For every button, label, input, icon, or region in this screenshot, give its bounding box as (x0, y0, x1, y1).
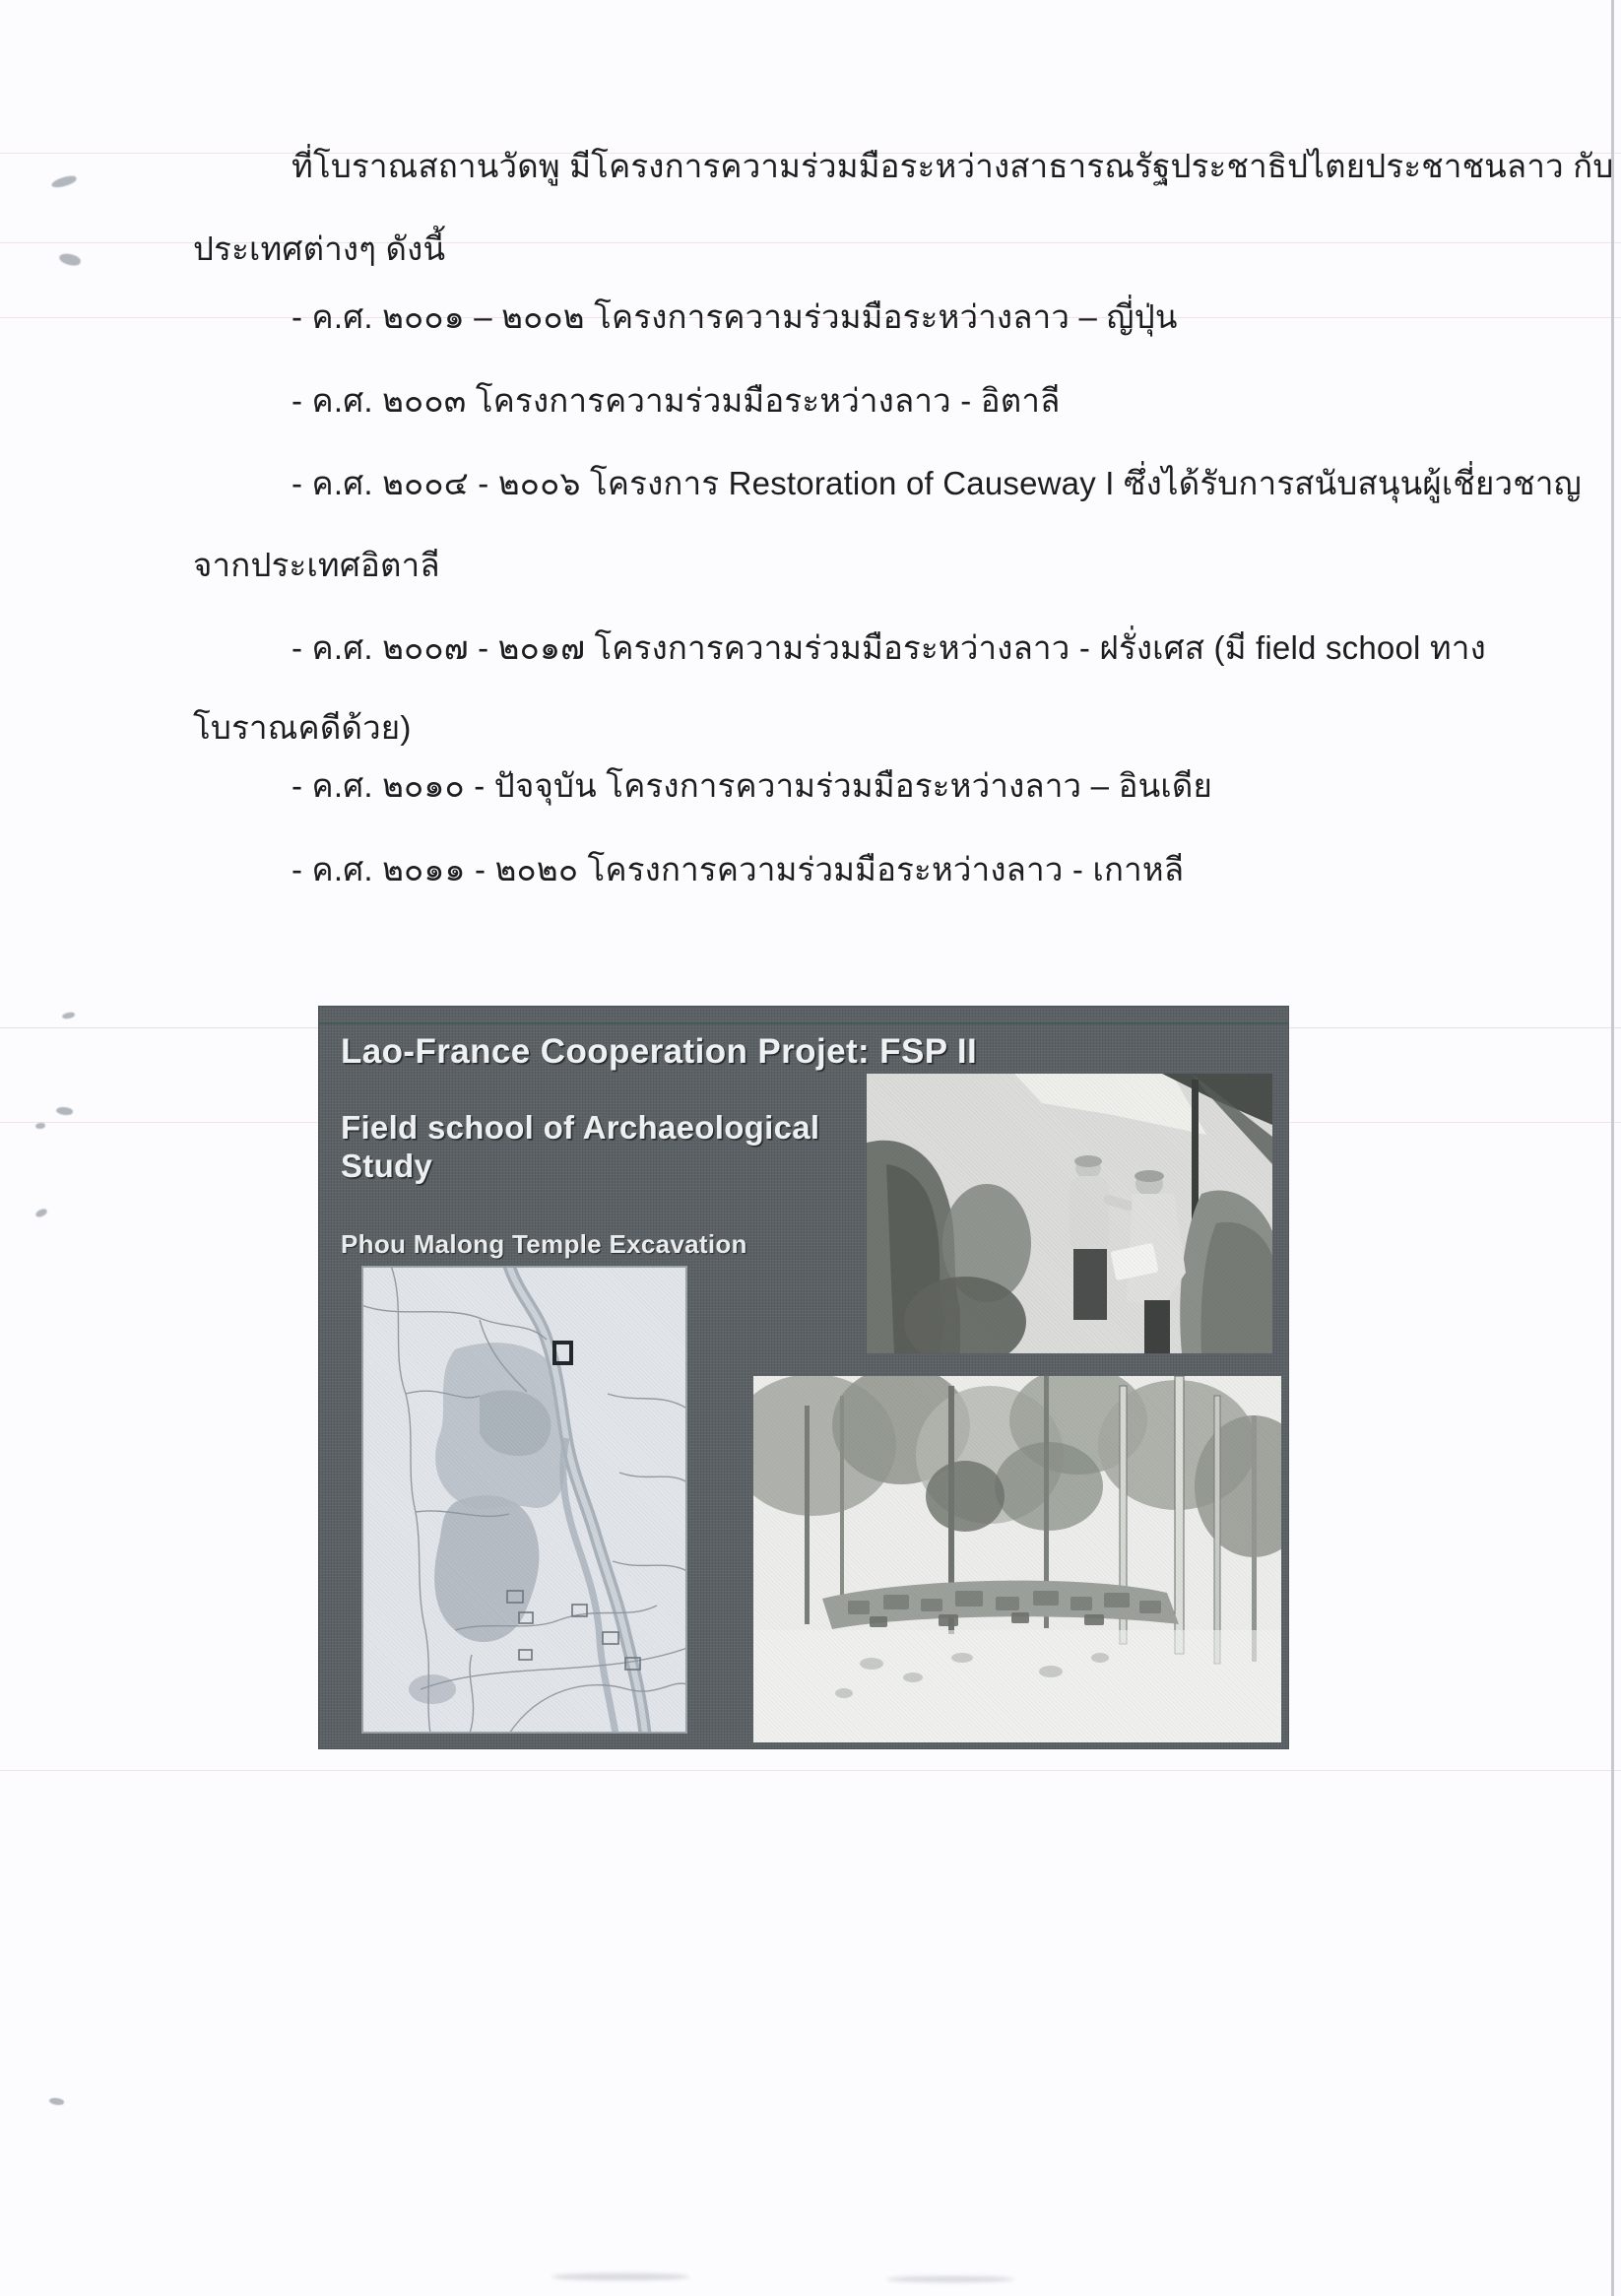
slide-subtitle: Field school of Archaeological Study (341, 1109, 820, 1184)
margin-smudge (55, 1106, 73, 1117)
list-item-japan: - ค.ศ. ๒๐๐๑ – ๒๐๐๒ โครงการความร่วมมือระหว่างลาว – ญี่ปุ่น (292, 298, 1178, 335)
list-item-italy: - ค.ศ. ๒๐๐๓ โครงการความร่วมมือระหว่างลาว - อิตาลี (292, 382, 1061, 419)
list-item-korea: - ค.ศ. ๒๐๑๑ - ๒๐๒๐ โครงการความร่วมมือระหว่างลาว - เกาหลี (292, 851, 1185, 887)
intro-line-1: ที่โบราณสถานวัดพู มีโครงการความร่วมมือระหว่างสาธารณรัฐประชาธิปไตยประชาชนลาว กับ (292, 148, 1614, 184)
margin-smudge (48, 2097, 64, 2107)
margin-smudge (50, 174, 77, 189)
margin-smudge (62, 1012, 76, 1019)
scan-edge-line (1611, 0, 1614, 2296)
excavation-team-graphic (867, 1074, 1272, 1353)
area-map-image (361, 1266, 687, 1734)
slide-title: Lao-France Cooperation Projet: FSP II (341, 1032, 978, 1071)
margin-smudge (35, 1123, 45, 1129)
list-item-india: - ค.ศ. ๒๐๑๐ - ปัจจุบัน โครงการความร่วมมือระหว่างลาว – อินเดีย (292, 767, 1213, 804)
excavation-team-photo (867, 1074, 1272, 1353)
scan-blot (551, 2273, 689, 2280)
scan-blot (886, 2276, 1014, 2282)
list-item-causeway: - ค.ศ. ๒๐๐๔ - ๒๐๐๖ โครงการ Restoration of Causeway I ซึ่งได้รับการสนับสนุนผู้เชี่ยวชาญ (292, 465, 1582, 501)
slide-caption: Phou Malong Temple Excavation (341, 1229, 747, 1259)
embedded-slide (319, 1007, 1288, 1748)
margin-smudge (58, 251, 82, 268)
slide-accent-line (319, 1022, 1288, 1024)
intro-line-2: ประเทศต่างๆ ดังนี้ (193, 230, 446, 267)
temple-site-graphic (753, 1376, 1281, 1742)
scan-artifact-line (0, 1770, 1621, 1771)
temple-site-photo (753, 1376, 1281, 1742)
list-item-france-continued: โบราณคดีด้วย) (193, 709, 412, 746)
map-graphic (361, 1266, 687, 1734)
list-item-causeway-continued: จากประเทศอิตาลี (193, 547, 440, 583)
margin-smudge (34, 1208, 48, 1218)
list-item-france: - ค.ศ. ๒๐๐๗ - ๒๐๑๗ โครงการความร่วมมือระหว่างลาว - ฝรั่งเศส (มี field school ทาง (292, 629, 1486, 666)
